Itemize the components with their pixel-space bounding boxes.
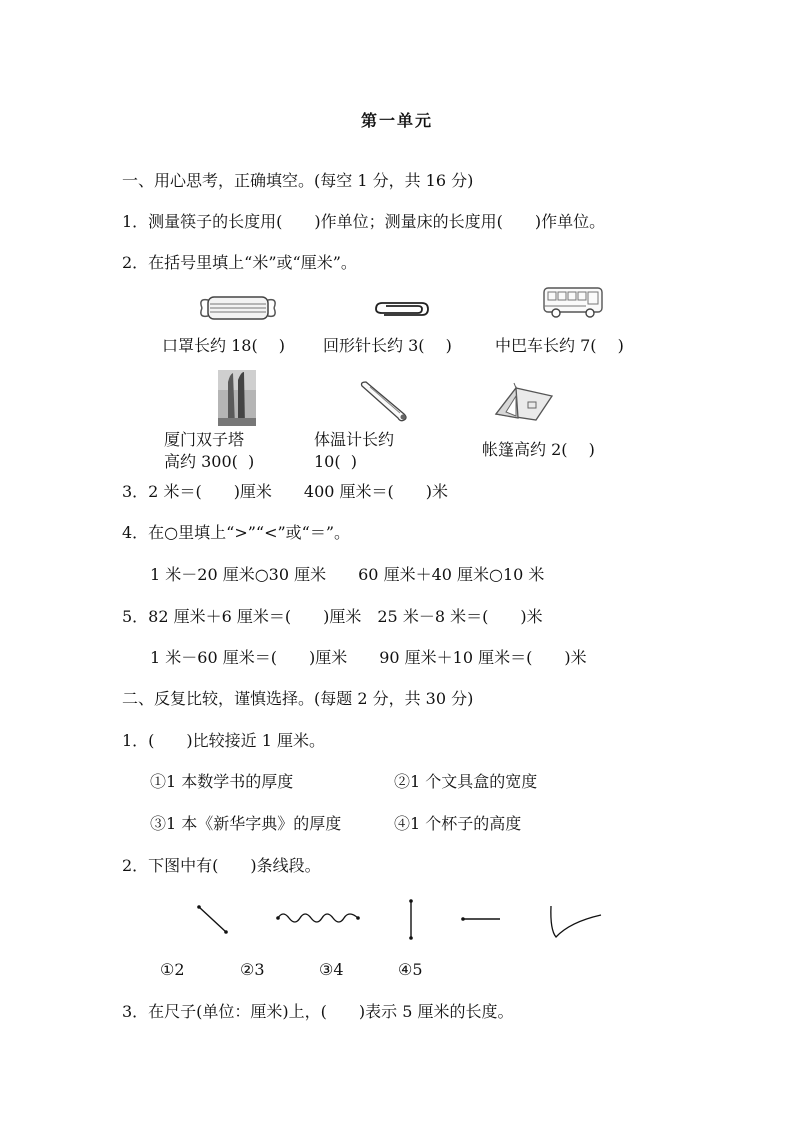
page-title: 第一单元 <box>360 111 433 130</box>
q2-1: 1．( )比较接近 1 厘米。 <box>122 731 326 750</box>
q1-4-items: 1 米－20 厘米○30 厘米 60 厘米＋40 厘米○10 米 <box>150 565 545 584</box>
horizontal-segment <box>461 917 500 921</box>
q2-3: 3．在尺子(单位：厘米)上，( )表示 5 厘米的长度。 <box>122 1002 514 1021</box>
q2-2-option-2: ②3 <box>240 960 265 979</box>
q2-1-option-4: ④1 个杯子的高度 <box>394 814 522 833</box>
q2-1-option-1: ①1 本数学书的厚度 <box>150 772 294 791</box>
q1-2-tower-line2: 高约 300( ) <box>164 452 255 471</box>
q1-2-clip: 回形针长约 3( ) <box>323 336 452 355</box>
q2-2-option-4: ④5 <box>398 960 423 979</box>
q1-2-bus: 中巴车长约 7( ) <box>495 336 624 355</box>
q1-2-tower-line1: 厦门双子塔 <box>164 430 245 449</box>
wavy-line <box>276 914 360 922</box>
q1-3: 3．2 米＝( )厘米 400 厘米＝( )米 <box>122 482 449 501</box>
q1-5-line1: 5．82 厘米＋6 厘米＝( )厘米 25 米－8 米＝( )米 <box>122 607 543 626</box>
q2-2-option-1: ①2 <box>160 960 185 979</box>
q2-2-option-3: ③4 <box>319 960 344 979</box>
q2-1-option-2: ②1 个文具盒的宽度 <box>394 772 538 791</box>
diagonal-segment <box>197 905 228 934</box>
q1-2-thermo-line1: 体温计长约 <box>314 430 395 449</box>
q1-2-mask: 口罩长约 18( ) <box>162 336 286 355</box>
q1-2-tent: 帐篷高约 2( ) <box>482 440 595 459</box>
q1-5-line2: 1 米－60 厘米＝( )厘米 90 厘米＋10 厘米＝( )米 <box>150 648 587 667</box>
q1-4: 4．在○里填上“>”“<”或“＝”。 <box>122 523 351 542</box>
q1-1: 1．测量筷子的长度用( )作单位；测量床的长度用( )作单位。 <box>122 212 606 231</box>
q1-2: 2．在括号里填上“米”或“厘米”。 <box>122 253 357 272</box>
q2-2: 2．下图中有( )条线段。 <box>122 856 321 875</box>
q1-2-thermo-line2: 10( ) <box>314 452 358 471</box>
section1-heading: 一、用心思考，正确填空。(每空 1 分，共 16 分) <box>122 171 474 190</box>
section2-heading: 二、反复比较，谨慎选择。(每题 2 分，共 30 分) <box>122 689 474 708</box>
q2-1-option-3: ③1 本《新华字典》的厚度 <box>150 814 342 833</box>
vertical-segment <box>409 899 413 940</box>
curve-line <box>551 906 601 937</box>
